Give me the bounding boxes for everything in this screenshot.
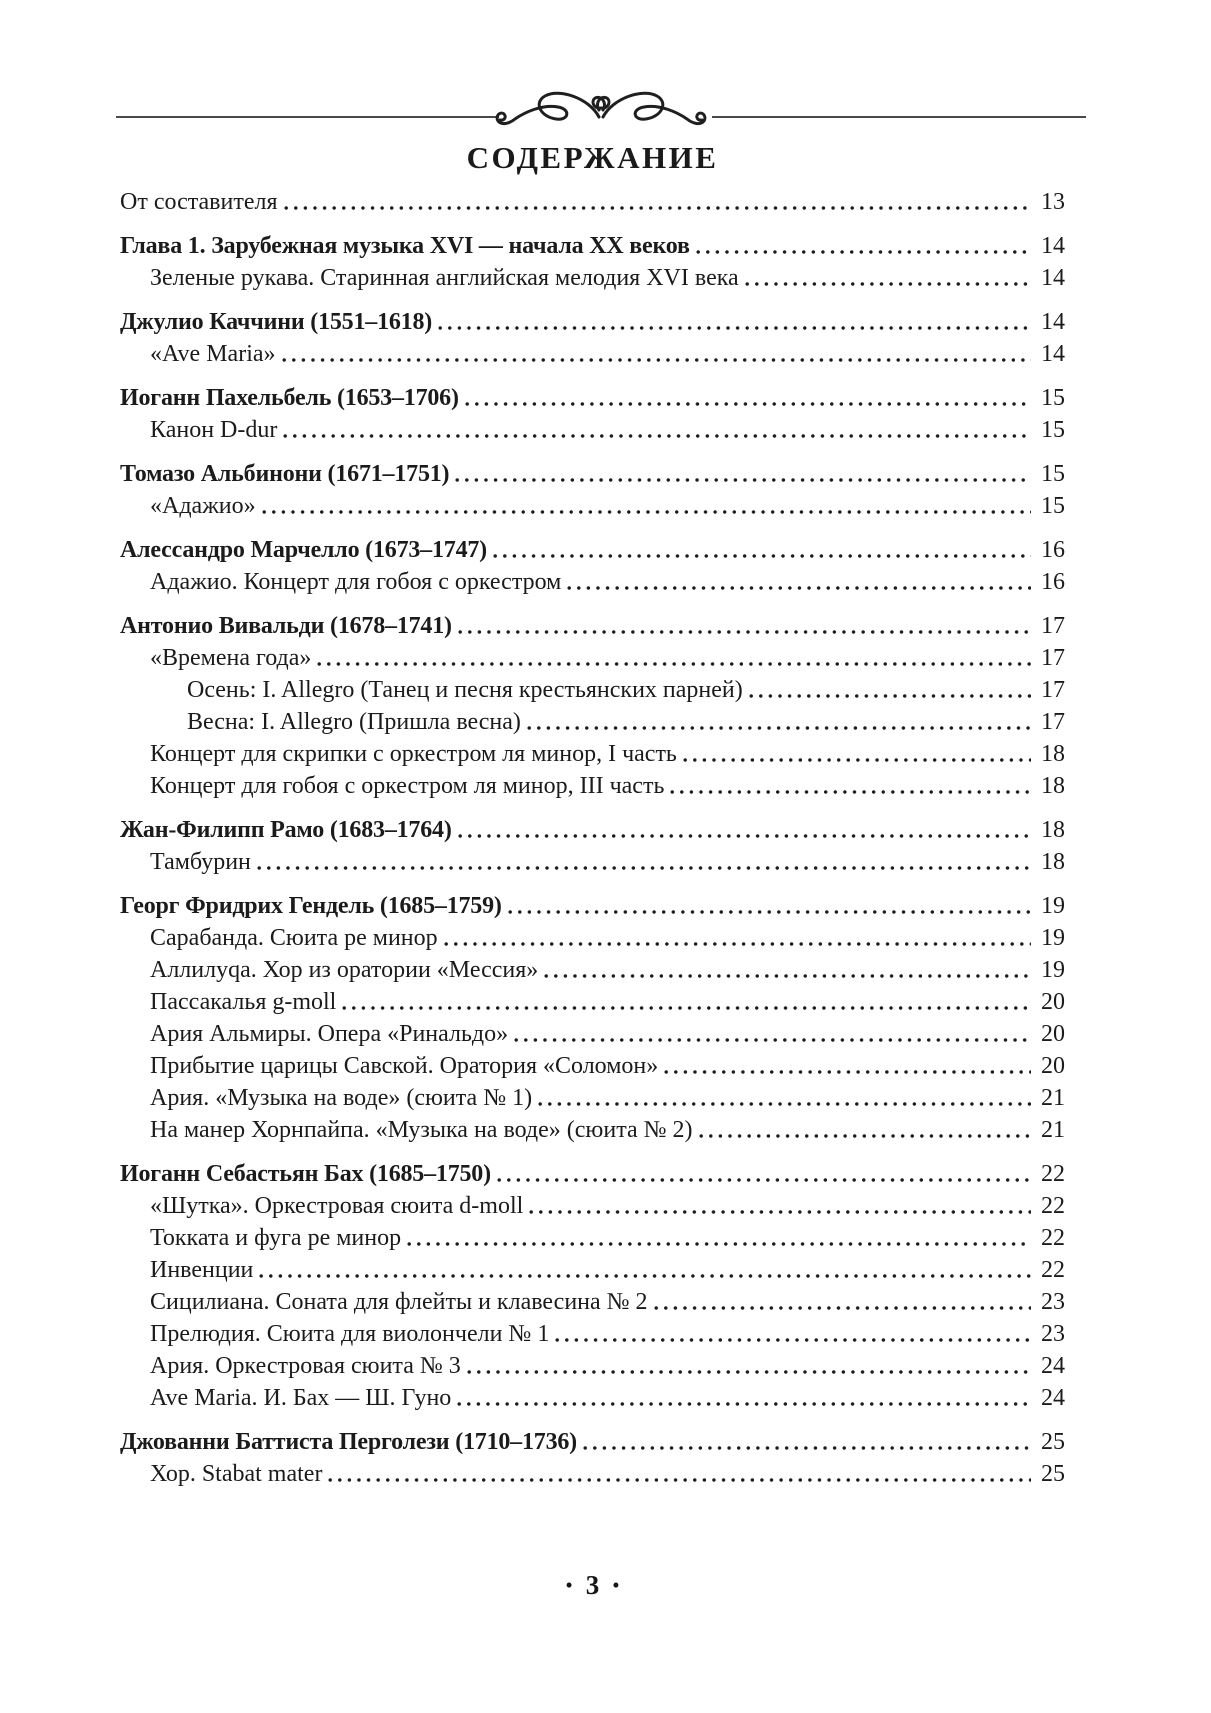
dot-leader <box>278 186 1036 218</box>
toc-entry <box>120 338 1065 370</box>
toc-entry-page: 19 <box>1041 925 1065 951</box>
toc-entry-page: 14 <box>1041 265 1065 291</box>
toc-entry-label: Осень: I. Allegro (Танец и песня крестьянских парней) <box>187 677 743 703</box>
toc-entry <box>120 534 1065 566</box>
dot-leader <box>690 230 1035 262</box>
toc-entry-page: 17 <box>1041 677 1065 703</box>
dot-leader <box>648 1286 1035 1318</box>
toc-entry <box>120 230 1065 262</box>
dot-leader <box>452 610 1035 642</box>
toc-entry-label: Ария. Оркестровая сюита № 3 <box>150 1353 461 1379</box>
toc-entry <box>120 1082 1065 1114</box>
toc-entry <box>120 1158 1065 1190</box>
toc-entry-label: Томазо Альбинони (1671–1751) <box>120 461 450 487</box>
toc-entry <box>120 1254 1065 1286</box>
dot-leader <box>276 338 1035 370</box>
dot-leader <box>491 1158 1035 1190</box>
toc-entry-label: Зеленые рукава. Старинная английская мелодия XVI века <box>150 265 739 291</box>
toc-entry-label: Хор. Stabat mater <box>150 1461 323 1487</box>
dot-leader <box>336 986 1035 1018</box>
toc-entry <box>120 1018 1065 1050</box>
toc-entry <box>120 1382 1065 1414</box>
toc-entry-label: Прибытие царицы Савской. Оратория «Соломон» <box>150 1053 659 1079</box>
toc-entry-page: 16 <box>1041 569 1065 595</box>
toc-entry-page: 20 <box>1041 989 1065 1015</box>
toc-entry-label: Ave Maria. И. Бах — Ш. Гуно <box>150 1385 452 1411</box>
toc-entry-label: «Адажио» <box>150 493 256 519</box>
toc-entry-page: 13 <box>1041 189 1065 215</box>
toc-entry-page: 15 <box>1041 385 1065 411</box>
toc-entry-page: 22 <box>1041 1257 1065 1283</box>
toc-entry-page: 21 <box>1041 1085 1065 1111</box>
dot-leader <box>251 846 1035 878</box>
dot-leader <box>438 922 1035 954</box>
footer-right-bullet-icon: • <box>612 1573 620 1597</box>
toc-entry-label: Прелюдия. Сюита для виолончели № 1 <box>150 1321 550 1347</box>
toc-entry-page: 16 <box>1041 537 1065 563</box>
dot-leader <box>401 1222 1035 1254</box>
dot-leader <box>677 738 1035 770</box>
dot-leader <box>432 306 1035 338</box>
dot-leader <box>664 770 1035 802</box>
dot-leader <box>502 890 1035 922</box>
dot-leader <box>322 1458 1035 1490</box>
toc-entry <box>120 306 1065 338</box>
toc-entry <box>120 610 1065 642</box>
toc-entry-label: Инвенции <box>150 1257 254 1283</box>
toc-entry-page: 23 <box>1041 1321 1065 1347</box>
page-number-footer <box>120 1570 1065 1601</box>
toc-entry <box>120 642 1065 674</box>
toc-entry-label: Аллилуqа. Хор из оратории «Мессия» <box>150 957 539 983</box>
toc-entry-page: 19 <box>1041 957 1065 983</box>
toc-entry-page: 18 <box>1041 741 1065 767</box>
dot-leader <box>743 674 1035 706</box>
toc-entry-page: 17 <box>1041 709 1065 735</box>
toc-list <box>120 186 1065 1490</box>
toc-entry-label: Иоганн Пахельбель (1653–1706) <box>120 385 459 411</box>
toc-entry-page: 24 <box>1041 1385 1065 1411</box>
toc-entry <box>120 1114 1065 1146</box>
toc-entry-label: Весна: I. Allegro (Пришла весна) <box>187 709 521 735</box>
toc-entry <box>120 1318 1065 1350</box>
toc-entry-label: Тамбурин <box>150 849 251 875</box>
dot-leader <box>311 642 1035 674</box>
toc-entry <box>120 1426 1065 1458</box>
toc-entry-page: 17 <box>1041 613 1065 639</box>
dot-leader <box>658 1050 1035 1082</box>
toc-entry-label: Сицилиана. Соната для флейты и клавесина № 2 <box>150 1289 648 1315</box>
flourish-divider-icon <box>481 86 721 144</box>
toc-entry-label: Концерт для гобоя с оркестром ля минор, III часть <box>150 773 665 799</box>
toc-entry-page: 22 <box>1041 1161 1065 1187</box>
toc-entry-page: 15 <box>1041 493 1065 519</box>
toc-entry-label: Джованни Баттиста Перголези (1710–1736) <box>120 1429 577 1455</box>
page-title: СОДЕРЖАНИЕ <box>466 140 719 175</box>
toc-entry-label: Антонио Вивальди (1678–1741) <box>120 613 452 639</box>
toc-entry <box>120 490 1065 522</box>
dot-leader <box>523 1190 1035 1222</box>
toc-entry <box>120 922 1065 954</box>
dot-leader <box>739 262 1035 294</box>
toc-entry <box>120 846 1065 878</box>
toc-entry <box>120 738 1065 770</box>
toc-entry-page: 15 <box>1041 461 1065 487</box>
footer-page-number: 3 <box>585 1570 600 1600</box>
toc-entry <box>120 770 1065 802</box>
dot-leader <box>487 534 1035 566</box>
toc-entry-page: 25 <box>1041 1461 1065 1487</box>
toc-entry-label: «Шутка». Оркестровая сюита d-moll <box>150 1193 524 1219</box>
dot-leader <box>459 382 1035 414</box>
toc-entry-label: Канон D-dur <box>150 417 278 443</box>
toc-entry <box>120 382 1065 414</box>
toc-entry-label: Концерт для скрипки с оркестром ля минор, I часть <box>150 741 677 767</box>
dot-leader <box>521 706 1035 738</box>
dot-leader <box>577 1426 1035 1458</box>
toc-entry-page: 21 <box>1041 1117 1065 1143</box>
toc-entry-page: 14 <box>1041 309 1065 335</box>
dot-leader <box>549 1318 1035 1350</box>
toc-entry <box>120 674 1065 706</box>
toc-entry <box>120 1350 1065 1382</box>
toc-entry-page: 25 <box>1041 1429 1065 1455</box>
toc-entry <box>120 1458 1065 1490</box>
dot-leader <box>253 1254 1035 1286</box>
dot-leader <box>538 954 1035 986</box>
toc-entry-page: 18 <box>1041 849 1065 875</box>
toc-entry-label: Глава 1. Зарубежная музыка XVI — начала XX веков <box>120 233 690 259</box>
dot-leader <box>508 1018 1035 1050</box>
toc-entry-page: 20 <box>1041 1021 1065 1047</box>
toc-entry <box>120 1190 1065 1222</box>
toc-entry-label: Адажио. Концерт для гобоя с оркестром <box>150 569 562 595</box>
dot-leader <box>461 1350 1035 1382</box>
toc-entry <box>120 986 1065 1018</box>
toc-entry-label: Алессандро Марчелло (1673–1747) <box>120 537 487 563</box>
toc-entry <box>120 186 1065 218</box>
toc-entry-label: Ария Альмиры. Опера «Ринальдо» <box>150 1021 509 1047</box>
dot-leader <box>532 1082 1035 1114</box>
toc-entry-page: 14 <box>1041 233 1065 259</box>
toc-entry <box>120 706 1065 738</box>
header-rule-left <box>116 116 499 118</box>
dot-leader <box>561 566 1035 598</box>
toc-entry <box>120 1050 1065 1082</box>
dot-leader <box>449 458 1035 490</box>
toc-entry-label: Георг Фридрих Гендель (1685–1759) <box>120 893 502 919</box>
toc-entry-label: Сарабанда. Сюита ре минор <box>150 925 438 951</box>
toc-entry <box>120 1222 1065 1254</box>
toc-entry-page: 14 <box>1041 341 1065 367</box>
toc-entry <box>120 414 1065 446</box>
toc-entry-label: Токката и фуга ре минор <box>150 1225 402 1251</box>
footer-left-bullet-icon: • <box>565 1573 573 1597</box>
dot-leader <box>451 1382 1035 1414</box>
toc-entry-page: 18 <box>1041 773 1065 799</box>
toc-entry <box>120 1286 1065 1318</box>
toc-entry <box>120 566 1065 598</box>
toc-entry-label: Иоганн Себастьян Бах (1685–1750) <box>120 1161 491 1187</box>
toc-entry-label: «Ave Maria» <box>150 341 276 367</box>
toc-entry-page: 19 <box>1041 893 1065 919</box>
dot-leader <box>277 414 1035 446</box>
toc-entry-page: 24 <box>1041 1353 1065 1379</box>
dot-leader <box>256 490 1035 522</box>
toc-entry-label: От составителя <box>120 189 278 215</box>
toc-entry <box>120 890 1065 922</box>
toc-entry-page: 17 <box>1041 645 1065 671</box>
toc-entry-page: 22 <box>1041 1225 1065 1251</box>
toc-entry-label: Пассакалья g-moll <box>150 989 337 1015</box>
toc-entry <box>120 262 1065 294</box>
toc-entry <box>120 458 1065 490</box>
dot-leader <box>452 814 1035 846</box>
toc-entry-label: Ария. «Музыка на воде» (сюита № 1) <box>150 1085 533 1111</box>
toc-entry-label: Жан-Филипп Рамо (1683–1764) <box>120 817 452 843</box>
toc-entry <box>120 814 1065 846</box>
toc-entry-label: На манер Хорнпайпа. «Музыка на воде» (сюита № 2) <box>150 1117 693 1143</box>
toc-entry <box>120 954 1065 986</box>
toc-entry-page: 23 <box>1041 1289 1065 1315</box>
toc-entry-page: 15 <box>1041 417 1065 443</box>
toc-entry-page: 18 <box>1041 817 1065 843</box>
toc-entry-page: 20 <box>1041 1053 1065 1079</box>
header-rule-right <box>712 116 1086 118</box>
toc-entry-page: 22 <box>1041 1193 1065 1219</box>
toc-entry-label: «Времена года» <box>150 645 312 671</box>
dot-leader <box>693 1114 1035 1146</box>
toc-entry-label: Джулио Каччини (1551–1618) <box>120 309 433 335</box>
